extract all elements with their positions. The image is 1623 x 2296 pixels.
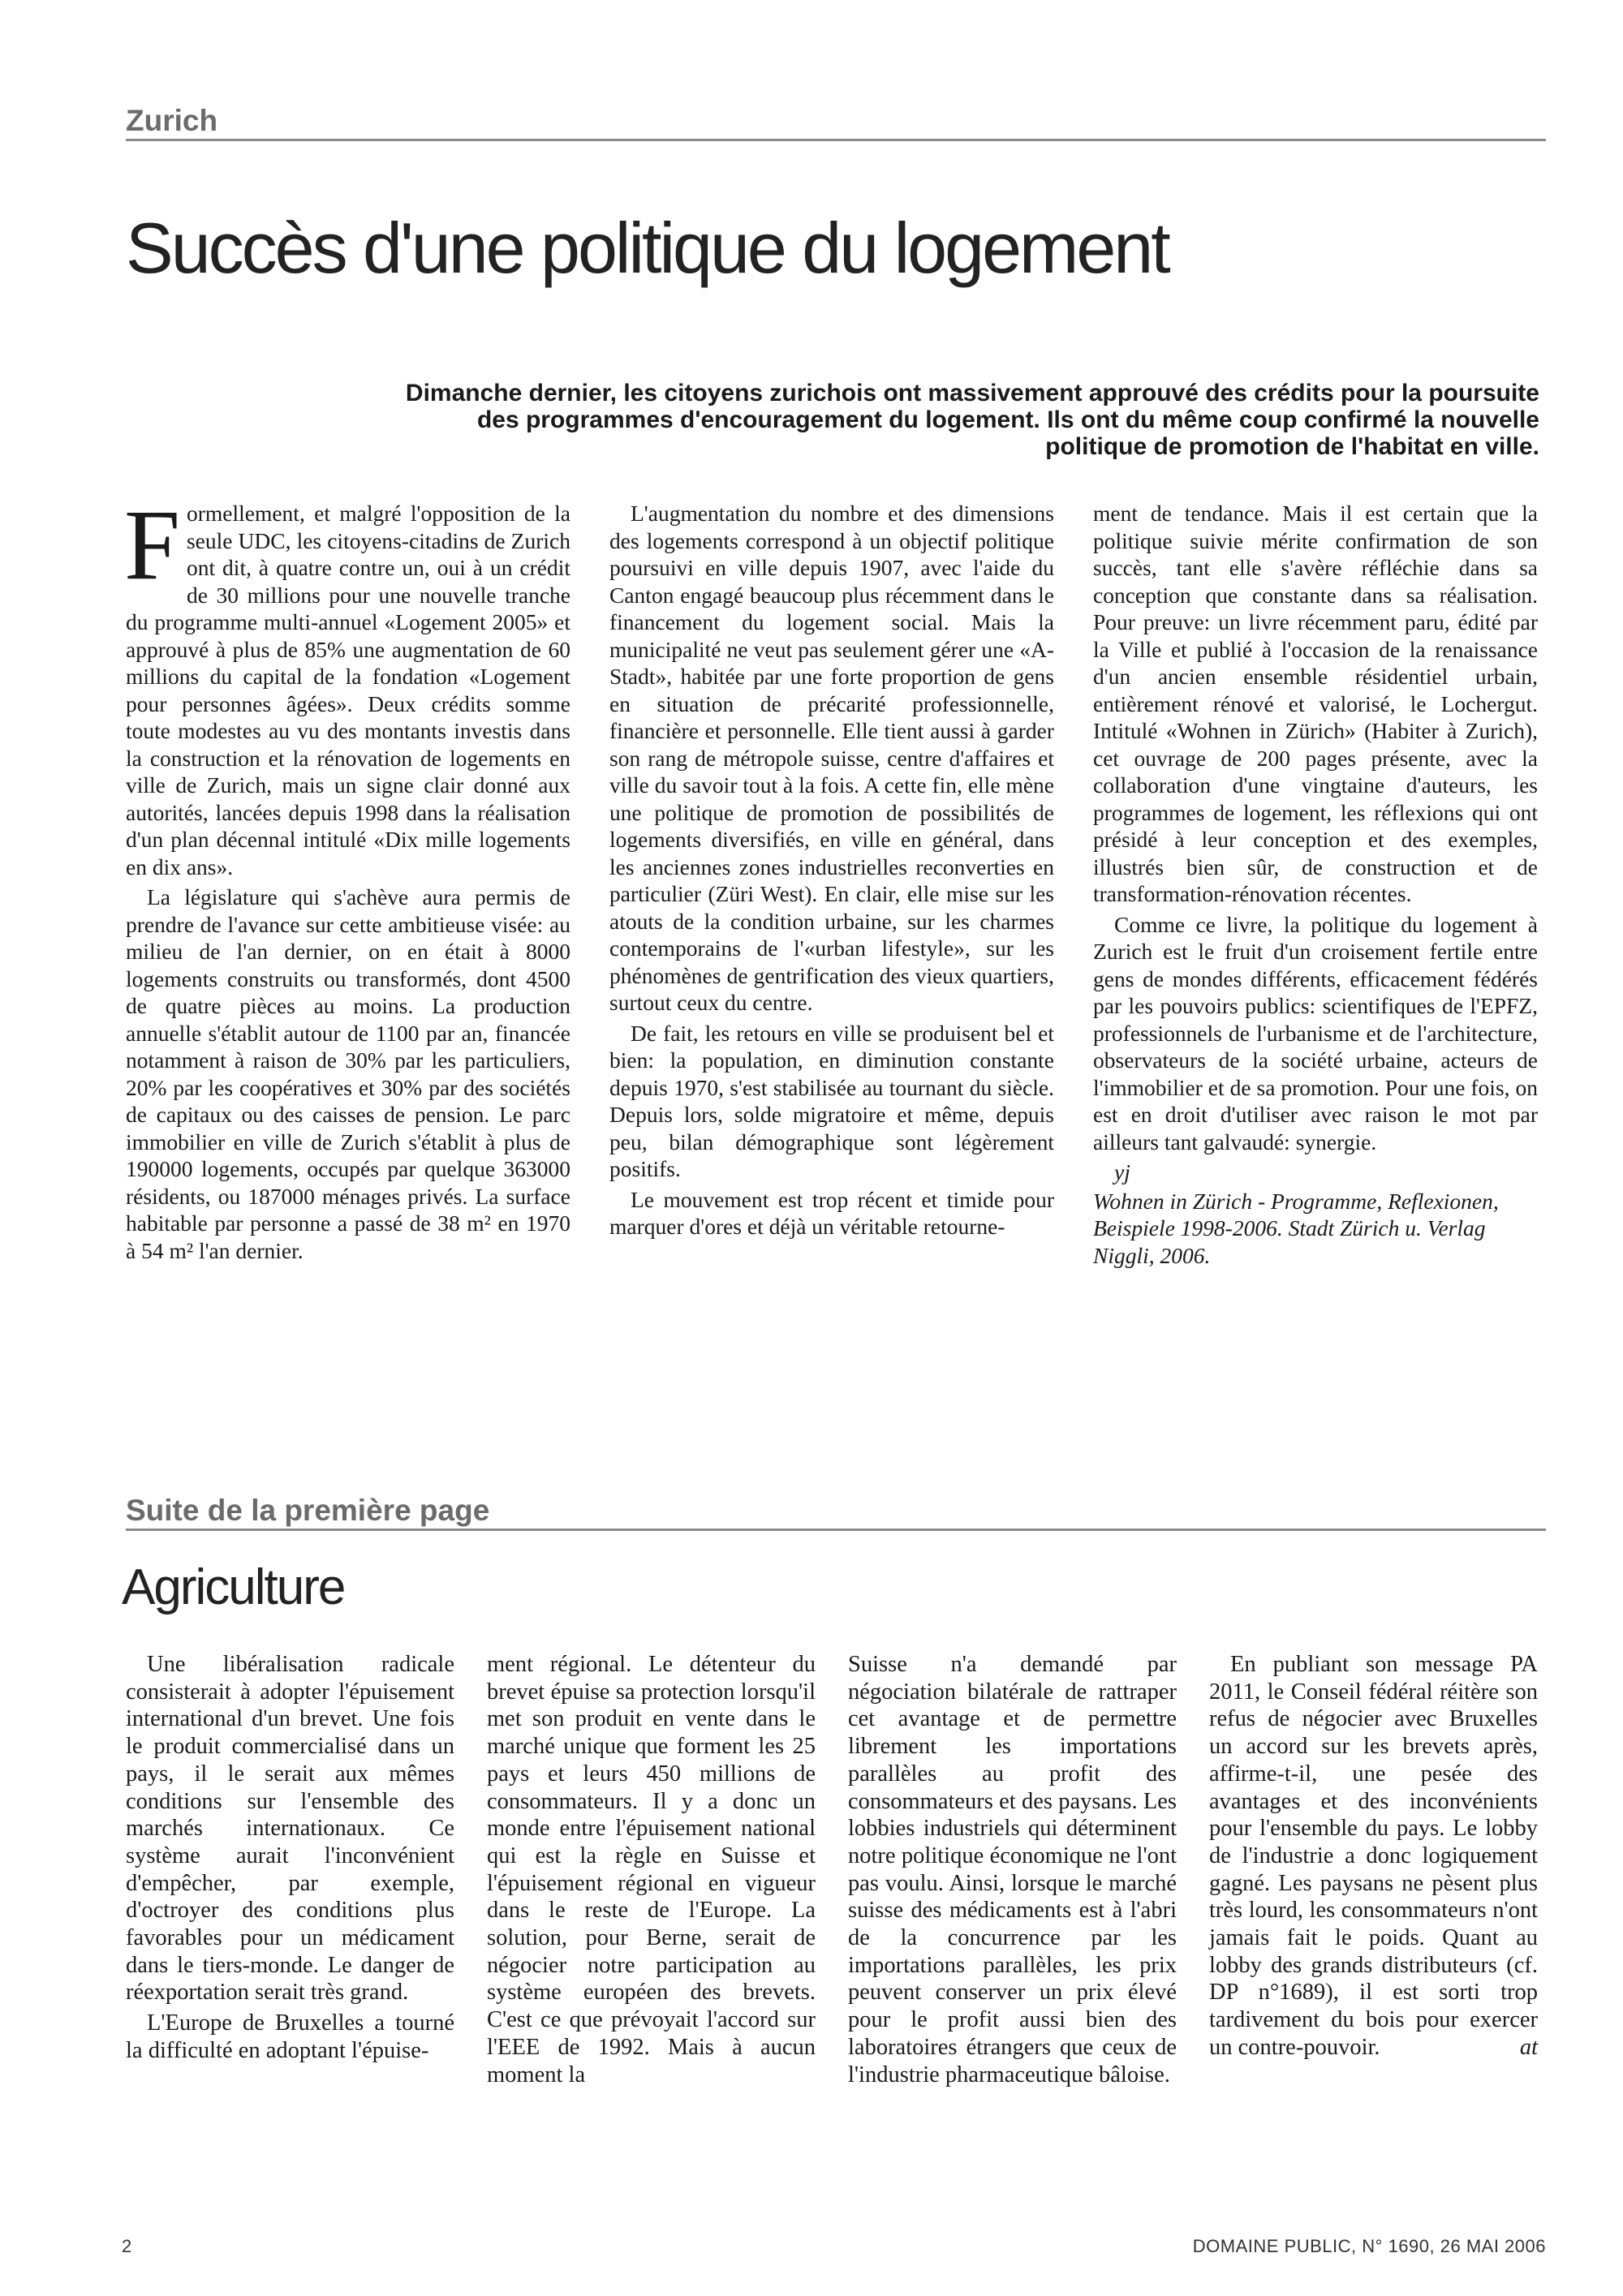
paragraph-text: ormellement, et malgré l'opposition de la seule UDC, les citoyens-citadins de Zurich ont dit, à quatre contre un, oui à un crédit de 30 millions pour une nouvelle tranche du programme multi-annuel «Logement 2005» et approuvé à plus de 85% une augmentation de 60 millions du capital de la fondation «Logement pour personnes âgées». Deux crédits somme toute modestes au vu des montants investis dans la construction et la rénovation de logements en ville de Zurich, mais un signe clair donné aux autorités, lancées depuis 1998 dans la réalisation d'un plan décennal intitulé «Dix mille logements en dix ans». — [126, 501, 570, 879]
paragraph: Suisse n'a demandé par négociation bilatérale de rattraper cet avantage et de permettre librement les importations parallèles au profit des consommateurs et des paysans. Les lobbies industriels qui déterminent notre politique économique ne l'ont pas voulu. Ainsi, lorsque le marché suisse des médicaments est à l'abri de la concurrence par les importations parallèles, les prix peuvent conserver un prix élevé pour le profit aussi bien des laboratoires étrangers que ceux de l'industrie pharmaceutique bâloise. — [848, 1652, 1177, 2087]
author-signature: at — [1519, 2034, 1538, 2060]
paragraph: ment de tendance. Mais il est certain que la politique suivie mérite confirmation de son succès, tant elle s'avère réfléchie dans sa conception que constante dans sa réalisation. Pour preuve: un livre récemment paru, édité par la Ville et publié à l'occasion de la renaissance d'un ancien ensemble résidentiel urbain, entièrement rénové et valorisé, le Lochergut. Intitulé «Wohnen in Zürich» (Habiter à Zurich), cet ouvrage de 200 pages présente, avec la collaboration d'une vingtaine d'auteurs, les programmes de logement, les réflexions qui ont présidé à leur conception et des exemples, illustrés bien sûr, de construction et de transformation-rénovation récentes. — [1093, 501, 1538, 906]
paragraph: ment régional. Le détenteur du brevet épuise sa protection lorsqu'il met son produit en vente dans le marché unique que forment les 25 pays et leurs 450 millions de consommateurs. Il y a donc un monde entre l'épuisement national qui est la règle en Suisse et l'épuisement régional en vigueur dans le reste de l'Europe. La solution, pour Berne, serait de négocier notre participation au système européen des brevets. C'est ce que prévoyait l'accord sur l'EEE de 1992. Mais à aucun moment la — [487, 1652, 816, 2087]
paragraph: Comme ce livre, la politique du logement à Zurich est le fruit d'un croisement fertile entre gens de mondes différents, efficacement fédérés par les pouvoirs publics: scientifiques de l'EPFZ, professionnels de l'urbanisme et de l'architecture, observateurs de la société urbaine, acteurs de l'immobilier et de sa promotion. Pour une fois, on est en droit d'utiliser avec raison le mot par ailleurs tant galvaudé: synergie. — [1093, 911, 1538, 1154]
section-label-continuation: Suite de la première page — [126, 1495, 1546, 1531]
column-2 — [609, 500, 1054, 1269]
book-reference: Wohnen in Zürich - Programme, Reflexionen, Beispiele 1998-2006. Stadt Zürich u. Verlag Niggli, 2006. — [1093, 1188, 1499, 1268]
paragraph: L'augmentation du nombre et des dimensions des logements correspond à un objectif politique poursuivi en ville depuis 1907, avec l'aide du Canton engagé beaucoup plus récemment dans le financement du logement social. Mais la municipalité ne veut pas seulement gérer une «A-Stadt», habitée par une forte proportion de gens en situation de précarité professionnelle, financière et personnelle. Elle tient aussi à garder son rang de métropole suisse, centre d'affaires et ville du savoir tout à la fois. A cette fin, elle mène une politique de promotion de possibilités de logements diversifiés, en ville en général, dans les anciennes zones industrielles reconverties en particulier (Züri West). En clair, elle mise sur les atouts de la condition urbaine, sur les charmes contemporains de l'«urban lifestyle», sur les phénomènes de gentrification des vieux quartiers, surtout ceux du centre. — [609, 501, 1054, 1015]
paragraph: La législature qui s'achève aura permis de prendre de l'avance sur cette ambitieuse visée: au milieu de l'an dernier, on en était à 8000 logements construits ou transformés, dont 4500 de quatre pièces au moins. La production annuelle s'établit autour de 1100 par an, financée notamment à raison de 30% par les particuliers, 20% par les coopératives et 30% par des sociétés de capitaux ou des caisses de pension. Le parc immobilier en ville de Zurich s'établit à plus de 190000 logements, occupés par quelque 363000 résidents, ou 187000 ménages privés. La surface habitable par personne a passé de 38 m² en 1970 à 54 m² l'an dernier. — [126, 884, 570, 1263]
paragraph: Une libéralisation radicale consisterait à adopter l'épuisement international d'un brevet. Une fois le produit commercialisé dans un pays, il le serait aux mêmes conditions sur l'ensemble des marchés internationaux. Ce système aurait l'inconvénient d'empêcher, par exemple, d'octroyer des conditions plus favorables pour un médicament dans le tiers-monde. Le danger de réexportation serait très grand. — [126, 1652, 454, 2006]
article-body-zurich — [124, 489, 1538, 1269]
paragraph-text: En publiant son message PA 2011, le Conseil fédéral réitère son refus de négocier avec Bruxelles un accord sur les brevets après, affirme-t-il, une pesée des avantages et des inconvénients pour l'ensemble du pays. Le lobby de l'industrie a donc logiquement gagné. Les paysans ne pèsent plus très lourd, les consommateurs n'ont jamais fait le poids. Quant au lobby des grands distributeurs (cf. DP n°1689), il est sorti trop tardivement du bois pour exercer un contre-pouvoir. — [1209, 1652, 1538, 2060]
section-label-zurich: Zurich — [126, 105, 1546, 141]
column-1 — [126, 1651, 454, 2088]
page-number: 2 — [122, 2236, 132, 2256]
paragraph: Le mouvement est trop récent et timide pour marquer d'ores et déjà un véritable retourne- — [609, 1186, 1054, 1239]
column-1 — [124, 489, 570, 1269]
paragraph — [124, 489, 570, 880]
publication-info: DOMAINE PUBLIC, N° 1690, 26 MAI 2006 — [1192, 2236, 1546, 2256]
author-signature: yj — [1114, 1159, 1130, 1185]
drop-cap: F — [124, 489, 180, 600]
paragraph — [1209, 1651, 1538, 2062]
column-3 — [848, 1651, 1177, 2088]
column-4 — [1209, 1651, 1538, 2088]
section-title-agriculture: Agriculture — [122, 1559, 345, 1615]
article-body-agriculture — [126, 1651, 1538, 2088]
paragraph: De fait, les retours en ville se produisent bel et bien: la population, en diminution constante depuis 1970, s'est stabilisée au tournant du siècle. Depuis lors, solde migratoire et même, depuis peu, bilan démographique sont légèrement positifs. — [609, 1020, 1054, 1181]
column-3 — [1093, 500, 1538, 1269]
article-deck: Dimanche dernier, les citoyens zurichois ont massivement approuvé des crédits pour la poursuite des programmes d'encouragement du logement. Ils ont du même coup confirmé la nouvelle politique de promotion de l'habitat en ville. — [405, 380, 1539, 460]
article-title: Succès d'une politique du logement — [126, 208, 1169, 288]
column-2 — [487, 1651, 816, 2088]
paragraph: L'Europe de Bruxelles a tourné la difficulté en adoptant l'épuise- — [126, 2010, 454, 2063]
